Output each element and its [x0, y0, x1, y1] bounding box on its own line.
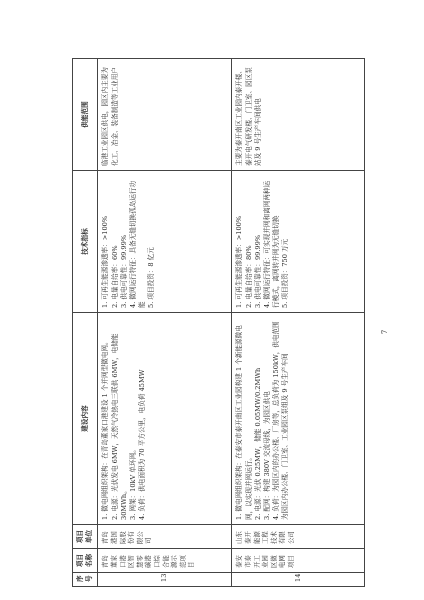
content-line: 2. 电源：光伏发电 6MW，天然气冷热电三联供 6MW，电储能 30MWh。: [110, 333, 128, 520]
project-unit: 青岛港国际股份有限公司: [98, 525, 232, 549]
header-content: 建设内容: [73, 313, 98, 525]
content-line: 3. 网架：10kV 单环网。: [129, 446, 138, 520]
header-unit: 项目单位: [73, 525, 98, 549]
table-row: [232, 59, 365, 587]
page-number: 7: [381, 329, 390, 335]
indicator-line: 4. 微网运行特征：可实现并网和离网两种运行模式，离网转并网为无缝切换: [263, 180, 281, 308]
supply-scope: 临港工业园区供电，园区内主要为化工、冶金、装备制造等工业用户: [98, 59, 232, 171]
content-line: 4. 负荷：供电面积为 70 平方公里，电负荷 45MW: [138, 369, 147, 520]
indicator-line: 3. 供电可靠性：99.99%: [119, 234, 128, 308]
construction-content: [98, 313, 232, 525]
content-line: 1. 微电网组织架构：在泰安市泰开南区工业园构建 1 个新能源微电网，以实现并网运行。: [235, 325, 253, 520]
indicator-line: 5. 项目投资：8 亿元: [147, 247, 156, 308]
content-line: 2. 电源：光伏 0.25MW，储能 0.05MW/0.2MWh: [253, 367, 262, 520]
technical-indicators: [232, 171, 365, 313]
project-table: [72, 58, 365, 587]
indicator-line: 4. 微网运行特征：具备无缝切换孤岛运行功能: [129, 180, 147, 308]
project-unit: 山东泰开能源工程技术有限公司: [232, 525, 365, 549]
project-name: 泰安市泰开工业园区微电网项目: [232, 549, 365, 573]
table-row: [98, 59, 232, 587]
header-scope: 供能范围: [73, 59, 98, 171]
indicator-line: 1. 可再生能源渗透率：>100%: [101, 215, 110, 308]
header-name: 项目名称: [73, 549, 98, 573]
header-no: 序号: [73, 573, 98, 587]
indicator-line: 1. 可再生能源渗透率：>100%: [235, 215, 244, 308]
content-line: 4. 负荷：为园区内的办公楼、厂房等，总负荷为 150kW，供电范围为园区内办公楼、门卫室、工业园区泵组及 9 号生产车间: [272, 321, 290, 520]
header-indicators: 技术指标: [73, 171, 98, 313]
indicator-line: 2. 电量自给率：60%: [110, 245, 119, 308]
row-number: 13: [98, 573, 232, 587]
header-row: [73, 59, 98, 587]
content-line: 3. 配网：构建 380V 交流母线，为园区供电: [263, 391, 272, 520]
row-number: 14: [232, 573, 365, 587]
construction-content: [232, 313, 365, 525]
indicator-line: 5. 项目投资：750 万元: [281, 238, 290, 308]
rotated-table-frame: [72, 59, 361, 587]
indicator-line: 2. 电量自给率：80%: [244, 245, 253, 308]
indicator-line: 3. 供电可靠性：99.99%: [253, 234, 262, 308]
technical-indicators: [98, 171, 232, 313]
supply-scope: 主要为泰开南区工业园内泰开楼、泰开电气研发楼、门卫室、园区泵站及 9 号生产车间供电: [232, 59, 365, 171]
project-name: 青岛董家口港区智慧零碳港口综合能源示范项目: [98, 549, 232, 573]
content-line: 1. 微电网组织架构：在青岛董家口港建设 1 个并网型微电网。: [101, 338, 110, 520]
